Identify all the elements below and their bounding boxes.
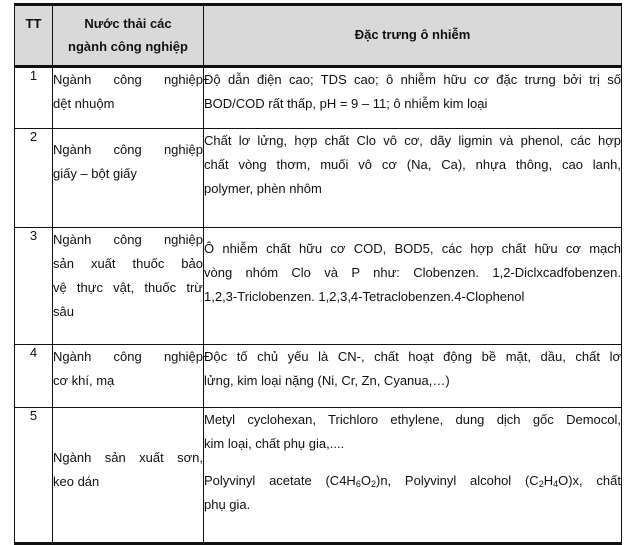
- header-characteristics: [204, 5, 622, 67]
- header-industry: [53, 5, 204, 67]
- industry-cell: [53, 67, 204, 129]
- row-number: 2: [15, 129, 53, 228]
- characteristics-line: chất vòng thơm, muối vô cơ (Na, Ca), nhựa thông, cao lanh,: [204, 157, 621, 172]
- formula-subscript: 6: [355, 479, 361, 489]
- industry-line: sản xuất thuốc bảo: [53, 256, 203, 271]
- table-header-row: [15, 5, 622, 67]
- industry-line: dệt nhuộm: [53, 96, 115, 111]
- characteristics-line: Độ dẫn điện cao; TDS cao; ô nhiễm hữu cơ đặc trưng bởi trị số: [204, 72, 621, 87]
- formula-text: Polyvinyl acetate (C4H: [204, 473, 356, 488]
- characteristics-line: phụ gia.: [204, 497, 251, 512]
- industry-line: sâu: [53, 304, 74, 319]
- characteristics-cell: [204, 228, 622, 345]
- industry-line: keo dán: [53, 474, 100, 489]
- characteristics-line: lửng, kim loại nặng (Ni, Cr, Zn, Cyanua,…): [204, 373, 450, 388]
- characteristics-line: 1,2,3-Triclobenzen. 1,2,3,4-Tetraclobenzen.4-Clophenol: [204, 289, 525, 304]
- characteristics-cell: [204, 129, 622, 228]
- characteristics-line: kim loại, chất phụ gia,....: [204, 436, 345, 451]
- characteristics-cell: [204, 408, 622, 544]
- row-number: 3: [15, 228, 53, 345]
- header-industry-line1: Nước thải các: [84, 16, 172, 31]
- paragraph-gap: [204, 456, 621, 469]
- characteristics-line: Metyl cyclohexan, Trichloro ethylene, dung dịch gốc Democol,: [204, 412, 621, 427]
- industry-line: Ngành sản xuất sơn,: [53, 450, 203, 465]
- formula-subscript: 4: [553, 479, 559, 489]
- industry-line: cơ khí, mạ: [53, 373, 115, 388]
- formula-text: O: [360, 473, 371, 488]
- header-characteristics-label: Đặc trưng ô nhiễm: [354, 27, 471, 42]
- characteristics-line: vòng nhóm Clo và P như: Clobenzen. 1,2-Diclxcadfobenzen.: [204, 265, 621, 280]
- characteristics-formula-line: [204, 469, 621, 493]
- row-number: 4: [15, 345, 53, 408]
- formula-subscript: 2: [538, 479, 544, 489]
- industry-line: Ngành công nghiệp: [53, 349, 203, 364]
- row-number: 1: [15, 67, 53, 129]
- formula-subscript: 2: [370, 479, 376, 489]
- industry-cell: [53, 345, 204, 408]
- characteristics-cell: [204, 67, 622, 129]
- formula-text: )n, Polyvinyl alcohol (C: [375, 473, 539, 488]
- header-tt: [15, 5, 53, 67]
- characteristics-line: Chất lơ lửng, hợp chất Clo vô cơ, dãy ligmin và phenol, các hợp: [204, 133, 621, 148]
- formula-text: H: [543, 473, 554, 488]
- industry-line: Ngành công nghiệp: [53, 142, 203, 157]
- industry-line: vệ thực vật, thuốc trừ: [53, 280, 203, 295]
- industry-cell: [53, 408, 204, 544]
- formula-text: O)x, chất: [558, 473, 622, 488]
- characteristics-cell: [204, 345, 622, 408]
- characteristics-line: Ô nhiễm chất hữu cơ COD, BOD5, các hợp chất hữu cơ mạch: [204, 241, 621, 256]
- industry-line: Ngành công nghiệp: [53, 232, 203, 247]
- table-row: [15, 129, 622, 228]
- header-industry-line2: ngành công nghiệp: [68, 39, 188, 54]
- characteristics-line: BOD/COD rất thấp, pH = 9 – 11; ô nhiễm kim loại: [204, 96, 488, 111]
- industry-cell: [53, 228, 204, 345]
- table-row: [15, 408, 622, 544]
- industry-line: Ngành công nghiệp: [53, 72, 203, 87]
- table-row: [15, 228, 622, 345]
- characteristics-line: Độc tố chủ yếu là CN-, chất hoạt động bề mặt, dầu, chất lơ: [204, 349, 621, 364]
- row-number: 5: [15, 408, 53, 544]
- industry-cell: [53, 129, 204, 228]
- header-tt-label: TT: [25, 16, 42, 31]
- industry-line: giấy – bột giấy: [53, 166, 137, 181]
- table-row: [15, 345, 622, 408]
- table-row: [15, 67, 622, 129]
- characteristics-line: polymer, phèn nhôm: [204, 181, 322, 196]
- pollution-characteristics-table: [14, 3, 622, 545]
